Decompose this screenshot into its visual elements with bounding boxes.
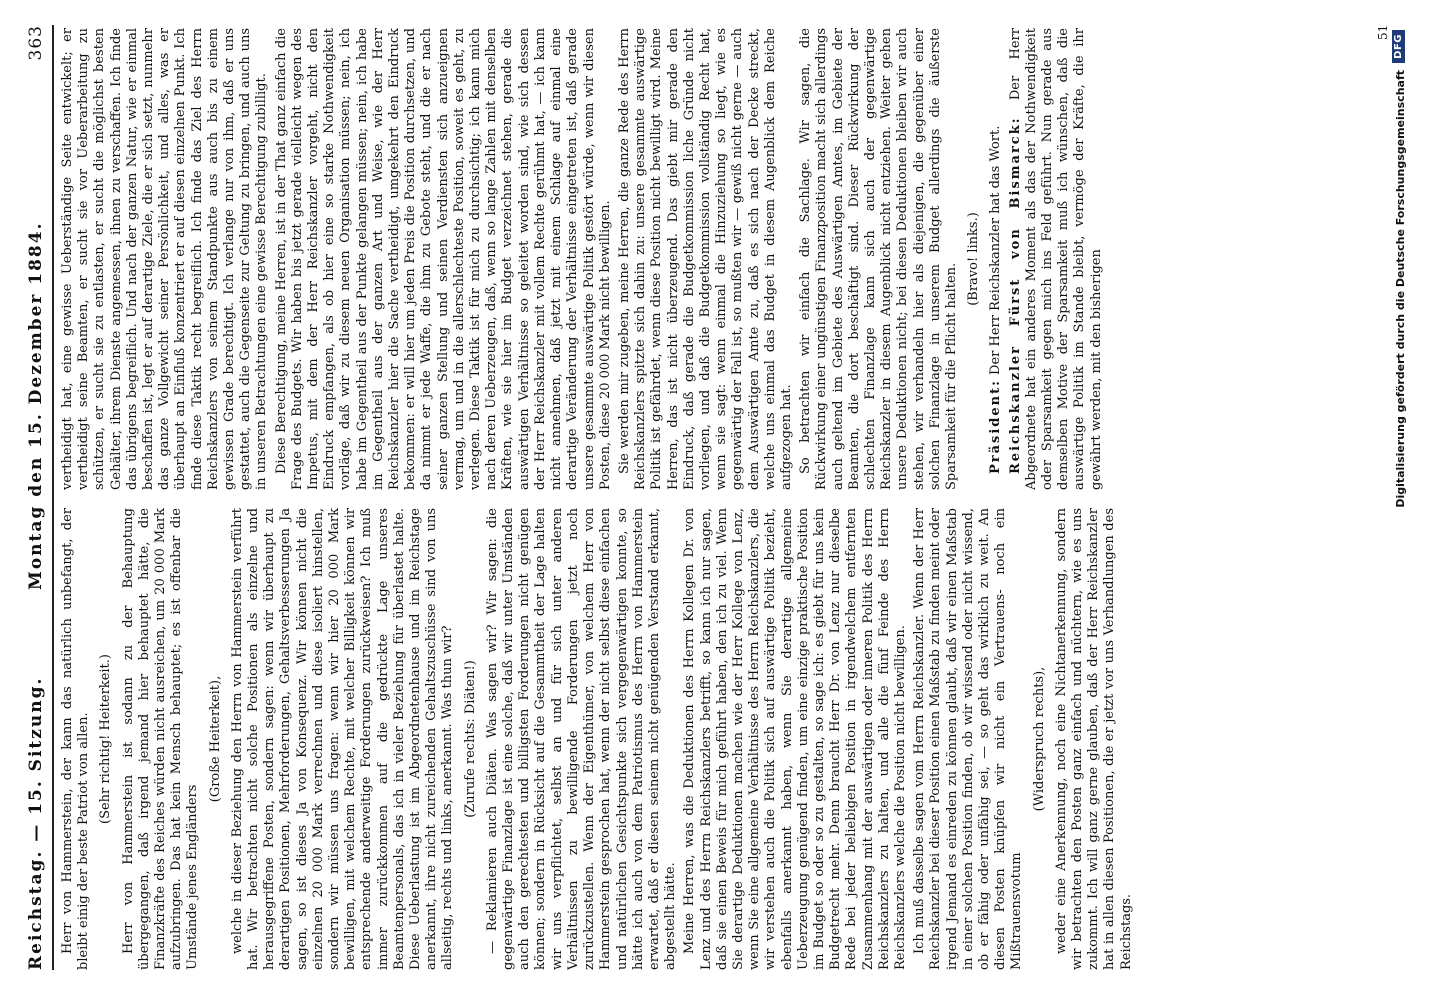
page-number: 363 bbox=[26, 25, 46, 61]
paragraph: Ich muß dasselbe sagen vom Herrn Reichskanzler. Wenn der Herr Reichskanzler bei dieser Position einen Maßstab zu finden meint oder irgend Jemand es einreden zu können glaubt, daß wir einen Maßstab in einer solchen Position finden, ob wir wissend oder nicht wissend, ob er fähig oder unfähig sei, — so geht das wirklich zu weit. An diesen Posten knüpfen wir nicht ein Vertrauens- noch ein Mißtrauensvotum bbox=[912, 508, 1025, 970]
paragraph: Sie werden mir zugeben, meine Herren, die ganze Rede des Herrn Reichskanzlers spitzte sich dahin zu: unsere gesammte auswärtige Politik ist gefährdet, wenn diese Position nicht bewilligt wird. Meine Herren, das ist nicht überzeugend. Das giebt mir gerade den Eindruck, daß gerade die Budgetkommission liche Gründe nicht vorliegen, und daß die Budgetkommission vollständig Recht hat, wenn sie sagt: wenn einmal die Hinzuziehung so liegt, wie es gegenwärtig der Fall ist, so mußten wir — gewiß nicht gerne — auch dem Auswärtigen Amte zu, daß es sich nach der Decke streckt, welche uns einmal das Budget in diesem Augenblick dem Reiche aufgezogen hat. bbox=[616, 28, 794, 490]
right-column bbox=[60, 28, 1400, 490]
left-column bbox=[60, 508, 1400, 970]
interjection: (Große Heiterkeit), bbox=[207, 675, 223, 803]
paragraph: vertheidigt hat, eine gewisse Ueberständige Seite entwickelt; er vertheidigt seine Beamten, er sucht sie vor Ueberarbeitung zu schützen, er sucht sie zu entlasten, er sucht die möglichst besten Gehälter, ihrem Dienste angemessen, ihnen zu verschaffen. Ich finde das übrigens begreiflich. Und nach der ganzen Natur, wie er einmal beschaffen ist, legt er auf derartige Ziele, die er sich setzt, nunmehr das ganze Vollgewicht seiner Persönlichkeit, und alles, was er überhaupt an Einfluß konzentriert er auf diesen einzelnen Punkt. Ich finde diese Taktik recht begreiflich. Ich finde das Ziel des Herrn Reichskanzlers von seinem Standpunkte aus auch bis zu einem gewissen Grade berechtigt. Ich verlange nur von ihm, daß er uns gestattet, auch die Gegenseite zur Geltung zu bringen, und auch uns in unseren Betrachtungen eine gewisse Berechtigung zubilligt. bbox=[60, 28, 270, 490]
chancellor-speech bbox=[1008, 28, 1105, 490]
paragraph: Meine Herren, was die Deduktionen des Herrn Kollegen Dr. von Lenz und des Herrn Reichskanzlers betrifft, so kann ich nur sagen, daß sie einen Beweis für mich geführt haben, den ich zu viel. Wenn Sie derartige Deduktionen machen wie der Herr Kollege von Lenz, wenn Sie eine allgemeine Verhältnisse des Herrn Reichskanzlers, die wir verstehen auch die Politik sich auf auswärtige Politik bezieht, ebenfalls anerkannt haben, wenn Sie derartige allgemeine Ueberzeugung genügend finden, um eine einzige praktische Position im Budget so oder so zu gestalten, so sage ich: es giebt für uns kein Budgetrecht mehr. Denn braucht Herr Dr. von Lenz nur dieselbe Rede bei jeder beliebigen Position in irgendwelchem entfernten Zusammenhang mit der auswärtigen oder inneren Politik des Herrn Reichskanzlers zu halten, und alle die fünf Feinde des Herrn Reichskanzlers welche die Position nicht bewilligen. bbox=[682, 508, 908, 970]
paragraph: So betrachten wir einfach die Sachlage. Wir sagen, die Rückwirkung einer ungünstigen Finanzposition macht sich allerdings auch geltend im Gebiete des Auswärtigen Amtes, im Gebiete der Beamten, die dort beschäftigt sind. Dieser Rückwirkung der schlechten Finanzlage kann sich auch der gegenwärtige Reichskanzler in diesem Augenblick nicht entziehen. Weiter gehen unsere Deduktionen nicht; bei diesen Deduktionen bleiben wir auch stehen, wir verhandeln hier als diejenigen, die gegenüber einer solchen Finanzlage in unserem Budget allerdings die äußerste Sparsamkeit für die Pflicht halten. bbox=[798, 28, 959, 490]
paragraph: welche in dieser Beziehung den Herrn von Hammerstein verführt hat. Wir betrachten nicht solche Positionen als einzelne und herausgegriffene Posten, sondern sagen: wenn wir überhaupt zu derartigen Positionen, Mehrforderungen, Gehaltsverbesserungen Ja sagen, so ist dieses Ja von Konsequenz. Wir können nicht die einzelnen 20 000 Mark verrechnen und diese isoliert hinstellen, sondern wir müssen uns fragen: wenn wir hier 20 000 Mark bewilligen, mit welchem Rechte, mit welcher Billigkeit können wir entsprechende anderweitige Forderungen zurückweisen? Ich muß immer zurückkommen auf die gedrückte Lage unseres Beamtenpersonals, das ich in vieler Beziehung für überlastet halte. Diese Ueberlastung ist im Abgeordnetenhause und im Reichstage anerkannt, ihre nicht zureichenden Gehaltszuschüsse sind von uns allseitig, rechts und links, anerkannt. Was thun wir? bbox=[229, 508, 456, 970]
paragraph: weder eine Anerkennung, noch eine Nichtanerkennung, sondern wir betrachten den Posten ganz einfach und nüchtern, wie es uns zukommt. Ich will ganz gerne glauben, daß der Herr Reichskanzler hat in allen diesen Positionen, die er jetzt vor uns Verhandlungen des Reichstags. bbox=[1053, 508, 1134, 970]
page-header bbox=[22, 25, 50, 970]
session-title: Reichstag. — 15. Sitzung. bbox=[26, 676, 46, 970]
paragraph: Herr von Hammerstein ist sodann zu der Behauptung übergegangen, daß irgend jemand hier behauptet hätte, die Finanzkräfte des Reiches würden nicht ausreichen, um 20 000 Mark aufzubringen. Das hat kein Mensch behauptet; es ist offenbar die Umstände jenes Engländers bbox=[120, 508, 201, 970]
speaker-label: Präsident: bbox=[988, 379, 1004, 474]
dfg-logo: DFG bbox=[1392, 30, 1405, 63]
interjection: (Bravo! links.) bbox=[966, 212, 982, 306]
page-footer bbox=[1392, 30, 1410, 970]
president-speech bbox=[988, 28, 1004, 490]
funding-note: Digitalisierung gefördert durch die Deutsche Forschungsgemeinschaft bbox=[1394, 70, 1407, 508]
paragraph: Diese Berechtigung, meine Herren, ist in der That ganz einfach die Frage des Budgets. Wir haben bis jetzt gerade vielleicht wegen des Impetus, mit dem der Herr Reichskanzler vorgeht, nicht den Eindruck empfangen, als ob hier eine so starke Nothwendigkeit vorläge, daß wir zu diesem neuen Organisation müssen; nein, ich habe im Gegentheil aus der Punkte gelangen müssen; nein, ich habe im Gegentheil aus der ganzen Art und Weise, wie der Herr Reichskanzler hier die Sache vertheidigt, umgekehrt den Eindruck bekommen: er will hier um jeden Preis die Position durchsetzen, und da nimmt er jede Waffe, die ihm zu Gebote steht, und die er nach seiner ganzen Stellung und seinen Verdiensten sich anzueignen vermag, um und in die allerschlechteste Position, soweit es geht, zu verlegen. Diese Taktik ist für mich zu durchsichtig; ich kann mich nach deren Ueberzeugen, daß, wenn so lange Zahlen mit denselben Kräften, wie sie hier im Budget verzeichnet stehen, gerade die auswärtigen Verhältnisse so geleitet worden sind, wie sich dessen der Herr Reichskanzler mit vollem Rechte gerühmt hat, — ich kann nicht annehmen, daß jetzt mit einem Schlage auf einmal eine derartige Veränderung der Verhältnisse eingetreten ist, daß gerade unsere gesammte auswärtige Politik gestört würde, wenn wir diesen Posten, diese 20 000 Mark nicht bewilligen. bbox=[273, 28, 613, 490]
session-date: Montag den 15. Dezember 1884. bbox=[26, 221, 46, 590]
interjection: (Widerspruch rechts), bbox=[1031, 666, 1047, 812]
paragraph: Herr von Hammerstein, der kann das natürlich unbefangt, der bleibt einig der beste Patriot von allen. bbox=[60, 508, 92, 970]
interjection: (Zurufe rechts: Diäten!) bbox=[462, 660, 478, 818]
speech-text: Der Herr Reichskanzler hat das Wort. bbox=[988, 125, 1004, 380]
paragraph: — Reklamieren auch Diäten. Was sagen wir? Wir sagen: die gegenwärtige Finanzlage ist eine solche, daß wir unter Umständen auch den gerechtesten und billigsten Forderungen nicht genügen können; sondern in Rücksicht auf die Gesammtheit der Lage halten wir uns verpflichtet, selbst an und für sich unter anderen Verhältnissen zu bewilligende Forderungen jetzt noch zurückzustellen. Wenn der Eigenthümer, von welchem Herr von Hammerstein gesprochen hat, wenn der nicht selbst diese einfachen und natürlichen Gesichtspunkte sich vergegenwärtigen konnte, so hätte ich auch von dem Patriotismus des Herrn von Hammerstein erwartet, daß er diesen seinem nicht genügenden Verstand erkannt, abgestellt hätte. bbox=[484, 508, 679, 970]
header-rule bbox=[52, 25, 54, 970]
signature-mark: 51 bbox=[1376, 24, 1390, 40]
speaker-label: Reichskanzler Fürst von Bismarck: bbox=[1007, 116, 1023, 474]
interjection: (Sehr richtig! Heiterkeit.) bbox=[98, 654, 114, 824]
speech-text: Der Herr Abgeordnete hat ein anderes Moment als das der Nothwendigkeit oder Sparsamkeit gegen mich ins Feld geführt. Nun gerade aus demselben Motive der Sparsamkeit muß ich wünschen, daß die auswärtige Politik im Stande bleibt, vermöge der Kräfte, die ihr gewährt werden, mit den bisherigen bbox=[1007, 28, 1104, 490]
